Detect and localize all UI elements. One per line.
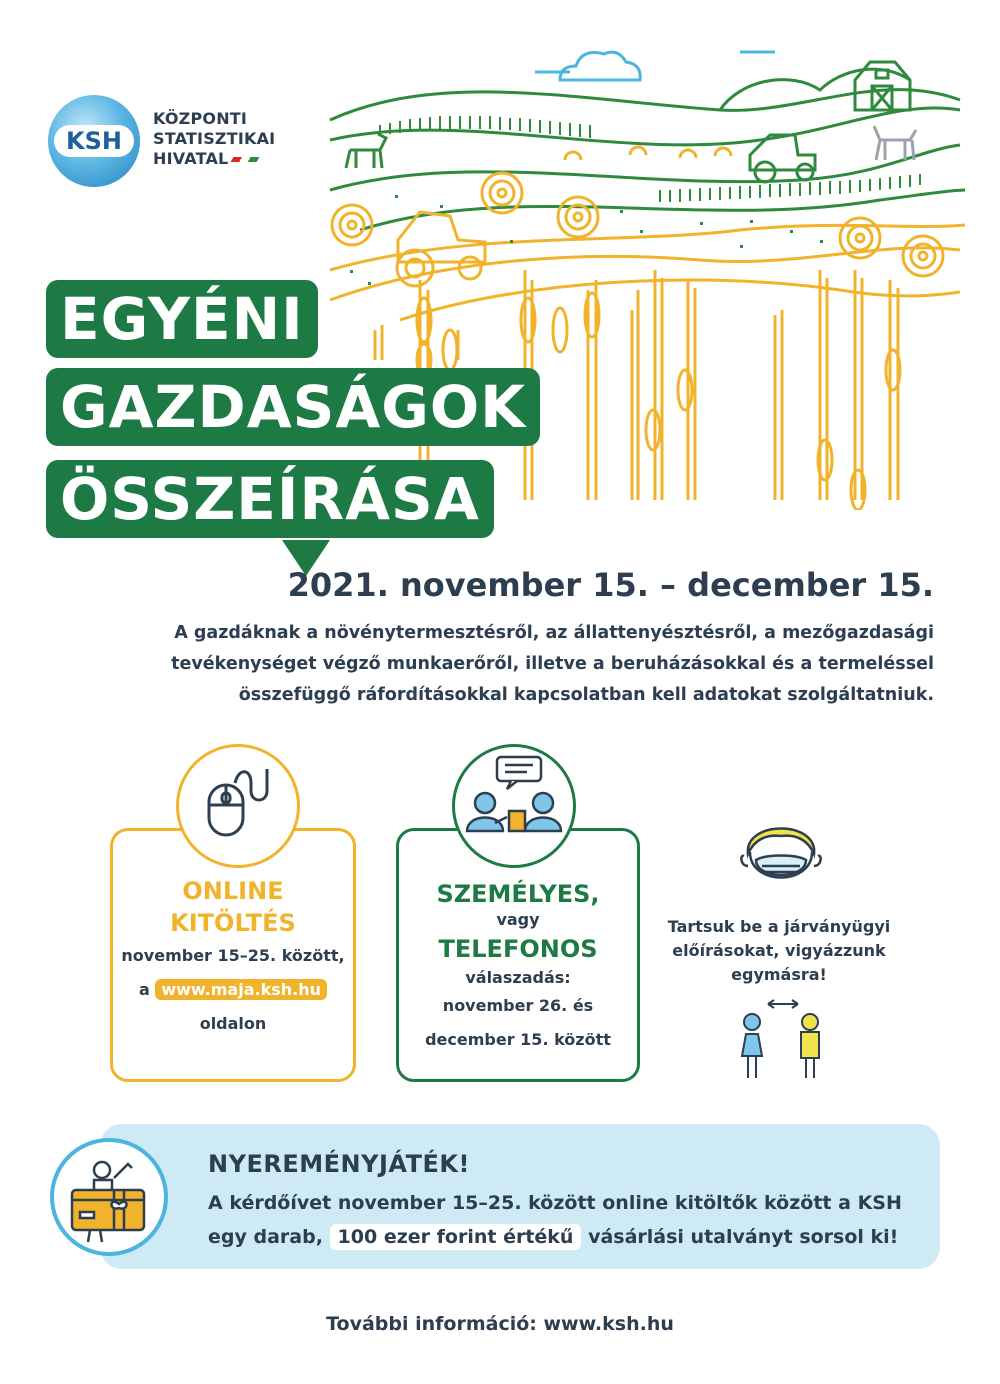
- online-suffix: oldalon: [199, 1014, 267, 1033]
- logo-line-1: KÖZPONTI: [153, 109, 248, 128]
- barn-icon: [855, 62, 910, 110]
- prize-line-2-post: vásárlási utalványt sorsol ki!: [588, 1226, 899, 1248]
- mouse-icon: [179, 747, 297, 865]
- online-dates: november 15–25. között,: [121, 946, 345, 965]
- logo-abbr: KSH: [54, 125, 134, 157]
- cloud-icon: [560, 52, 640, 80]
- prize-title: NYEREMÉNYJÁTÉK!: [208, 1150, 470, 1178]
- personal-line-2: november 26. és: [442, 996, 594, 1015]
- prize-line-2: [208, 1226, 898, 1248]
- title-line-2: GAZDASÁGOK: [46, 368, 540, 446]
- tractor-icon: [750, 135, 815, 182]
- covid-line-2: előírásokat, vigyázzunk: [672, 941, 886, 960]
- prize-icon-circle: [50, 1138, 168, 1256]
- gift-card-icon: [54, 1142, 164, 1252]
- personal-or: vagy: [496, 910, 540, 929]
- intro-line-1: A gazdáknak a növénytermesztésről, az állattenyésztésről, a mezőgazdasági: [174, 623, 934, 643]
- covid-line-1: Tartsuk be a járványügyi: [667, 917, 891, 936]
- title-line-1: EGYÉNI: [46, 280, 318, 358]
- logo-text: [153, 109, 275, 169]
- logo-line-2: STATISZTIKAI: [153, 129, 276, 148]
- personal-icon-circle: [452, 744, 576, 868]
- conversation-icon: [455, 747, 573, 865]
- prize-line-1: A kérdőívet november 15–25. között online kitöltők között a KSH: [208, 1192, 902, 1214]
- intro-line-2: tevékenységet végző munkaerőről, illetve a beruházásokkal és a termeléssel: [171, 654, 934, 674]
- prize-amount: 100 ezer forint értékű: [330, 1224, 582, 1250]
- covid-notice: [654, 915, 904, 987]
- flag-icon: [231, 157, 260, 162]
- footer-info: További információ: www.ksh.hu: [326, 1313, 674, 1335]
- logo-line-3: HIVATAL: [153, 149, 229, 168]
- title-line-3: ÖSSZEÍRÁSA: [46, 460, 494, 538]
- distance-icon: [732, 994, 832, 1086]
- personal-head-1: SZEMÉLYES,: [436, 880, 600, 908]
- horse-icon-right: [874, 126, 916, 160]
- face-mask-icon: [736, 806, 826, 906]
- personal-line-1: válaszadás:: [465, 968, 571, 987]
- intro-text: [144, 618, 934, 711]
- ksh-logo: [48, 95, 308, 190]
- survey-period: 2021. november 15. – december 15.: [287, 566, 934, 604]
- personal-head-2: TELEFONOS: [438, 935, 598, 963]
- online-head-2: KITÖLTÉS: [170, 909, 296, 937]
- horse-icon: [346, 134, 386, 168]
- maja-link[interactable]: www.maja.ksh.hu: [155, 979, 327, 1000]
- online-prefix: a: [138, 980, 150, 999]
- online-head-1: ONLINE: [182, 877, 284, 905]
- covid-line-3: egymásra!: [731, 965, 827, 984]
- prize-line-2-pre: egy darab,: [208, 1226, 323, 1248]
- personal-line-3: december 15. között: [425, 1030, 611, 1049]
- intro-line-3: összefüggő ráfordításokkal kapcsolatban kell adatokat szolgáltatniuk.: [238, 685, 934, 705]
- online-icon-circle: [176, 744, 300, 868]
